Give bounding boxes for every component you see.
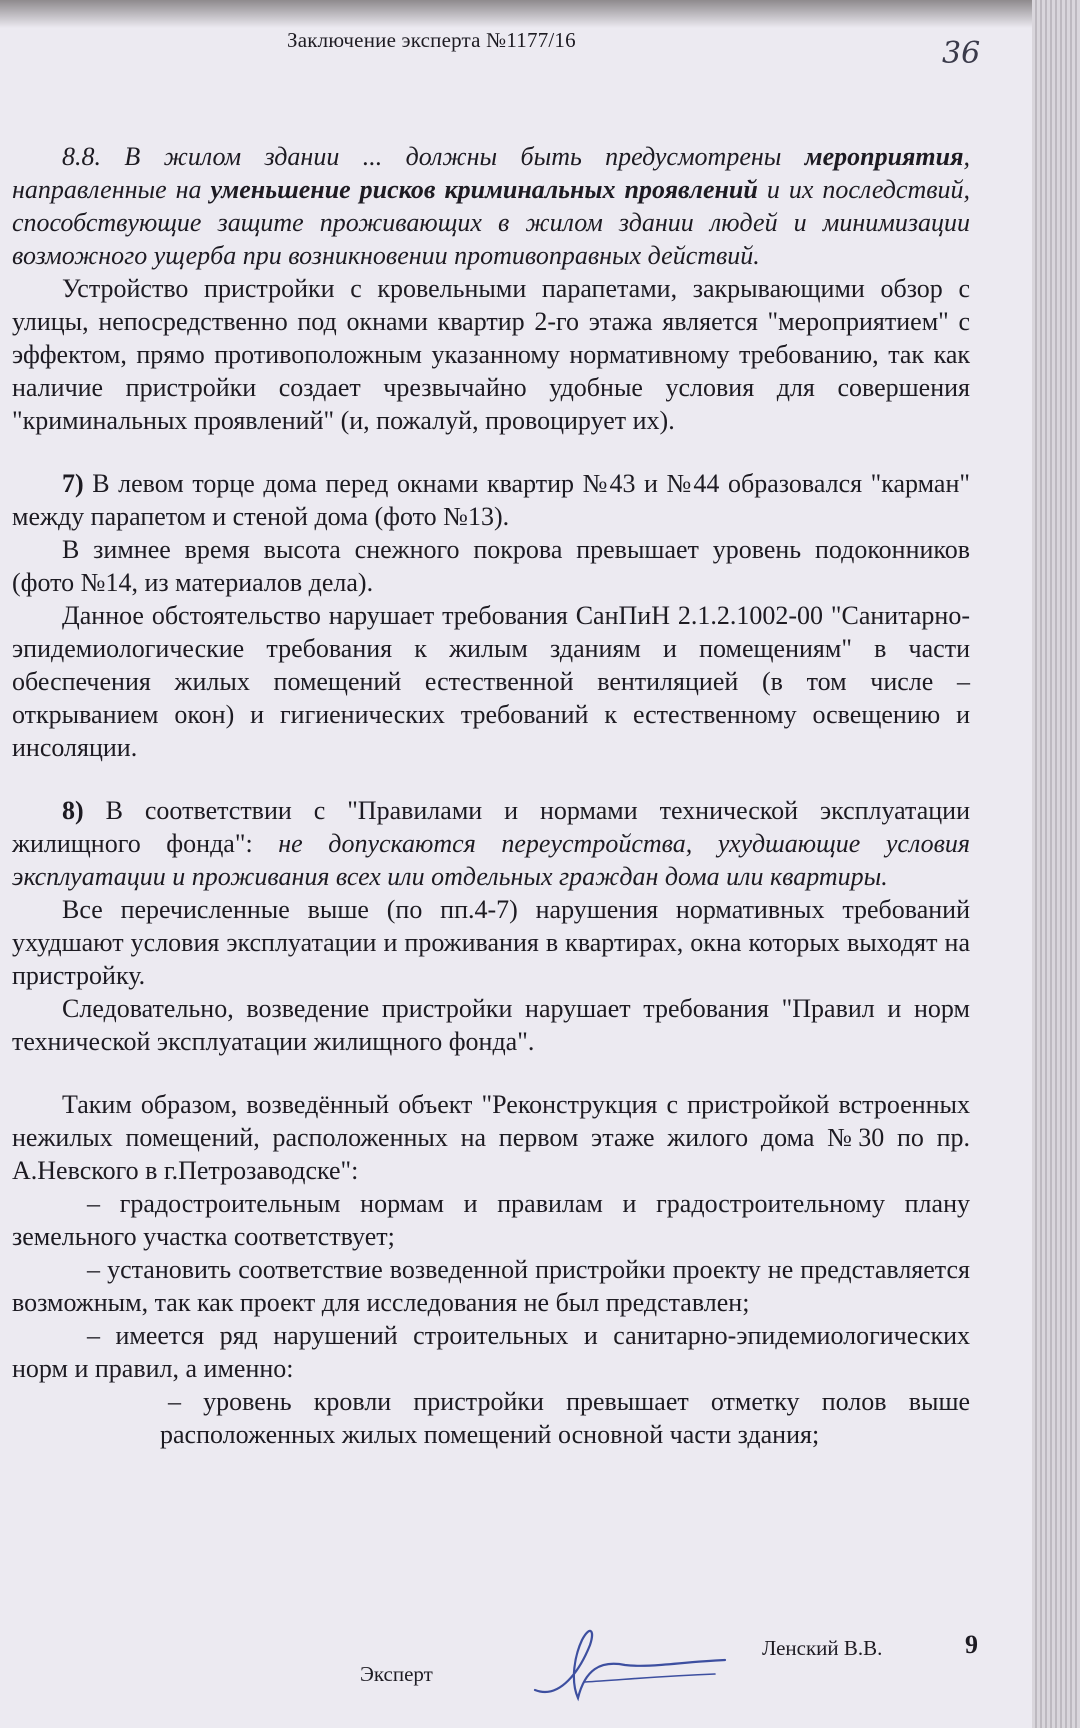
paragraph-item-8: [12, 794, 970, 893]
quoted-rule: не допускаются переустройства, ухудшающие условия эксплуатации и проживания всех или отдельных граждан дома или квартиры.: [12, 829, 971, 891]
footer-expert-name: Ленский В.В.: [762, 1636, 883, 1660]
page-header: Заключение эксперта №1177/16: [287, 28, 576, 52]
text-span: , направленные на: [12, 142, 971, 204]
document-body: [12, 140, 970, 1451]
text-span: и их последствий, способствующие защите проживающих в жилом здании людей и минимизации возможного ущерба при возникновении противоправных действий.: [12, 175, 971, 270]
paragraph: Следовательно, возведение пристройки нарушает требования "Правил и норм технической эксплуатации жилищного фонда".: [12, 994, 970, 1056]
item-number: 7): [62, 469, 84, 498]
handwritten-page-mark: 36: [942, 36, 981, 71]
signature-icon: [530, 1610, 730, 1710]
paragraph: В зимнее время высота снежного покрова превышает уровень подоконников (фото №14, из материалов дела).: [12, 535, 970, 597]
paragraph: Данное обстоятельство нарушает требования СанПиН 2.1.2.1002-00 "Санитарно-эпидемиологические требования к жилым зданиям и помещениям" в части обеспечения жилых помещений естественной вентиляцией (в том числе – открыванием окон) и гигиенических требований к естественному освещению и инсоляции.: [12, 601, 970, 762]
footer-expert-label: Эксперт: [360, 1662, 433, 1686]
paragraph: Все перечисленные выше (по пп.4-7) нарушения нормативных требований ухудшают условия эксплуатации и проживания в квартирах, окна которых выходят на пристройку.: [12, 895, 970, 990]
paragraph: Устройство пристройки с кровельными парапетами, закрывающими обзор с улицы, непосредственно под окнами квартир 2-го этажа является "мероприятием" с эффектом, прямо противоположным указанному нормативному требованию, так как наличие пристройки создает чрезвычайно удобные условия для совершения "криминальных проявлений" (и, пожалуй, провоцирует их).: [12, 274, 970, 435]
page-shadow: [0, 0, 1032, 28]
conclusion-item: – имеется ряд нарушений строительных и санитарно-эпидемиологических норм и правил, а именно:: [12, 1321, 970, 1383]
emphasis-text: мероприятия: [804, 142, 964, 171]
paragraph-8-8: [12, 140, 970, 272]
text-span: В левом торце дома перед окнами квартир №43 и №44 образовался "карман" между парапетом и стеной дома (фото №13).: [12, 469, 970, 531]
text-span: В соответствии с "Правилами и нормами технической эксплуатации жилищного фонда":: [12, 796, 971, 858]
emphasis-text: уменьшение рисков криминальных проявлений: [210, 175, 758, 204]
paragraph-item-7: [12, 467, 970, 533]
text-span: В жилом здании ... должны быть предусмотрены: [124, 142, 782, 171]
conclusion-item: – установить соответствие возведенной пристройки проекту не представляется возможным, так как проект для исследования не был представлен;: [12, 1255, 970, 1317]
stacked-pages-edge: [1032, 0, 1080, 1728]
footer-page-number: 9: [965, 1630, 978, 1659]
item-number: 8): [62, 796, 84, 825]
conclusion-item: – градостроительным нормам и правилам и градостроительному плану земельного участка соответствует;: [12, 1189, 970, 1251]
clause-number: 8.8.: [62, 142, 101, 171]
conclusion-paragraph: Таким образом, возведённый объект "Реконструкция с пристройкой встроенных нежилых помещений, расположенных на первом этаже жилого дома №30 по пр. А.Невского в г.Петрозаводске":: [12, 1090, 970, 1185]
conclusion-subitem: – уровень кровли пристройки превышает отметку полов выше расположенных жилых помещений основной части здания;: [160, 1387, 970, 1449]
